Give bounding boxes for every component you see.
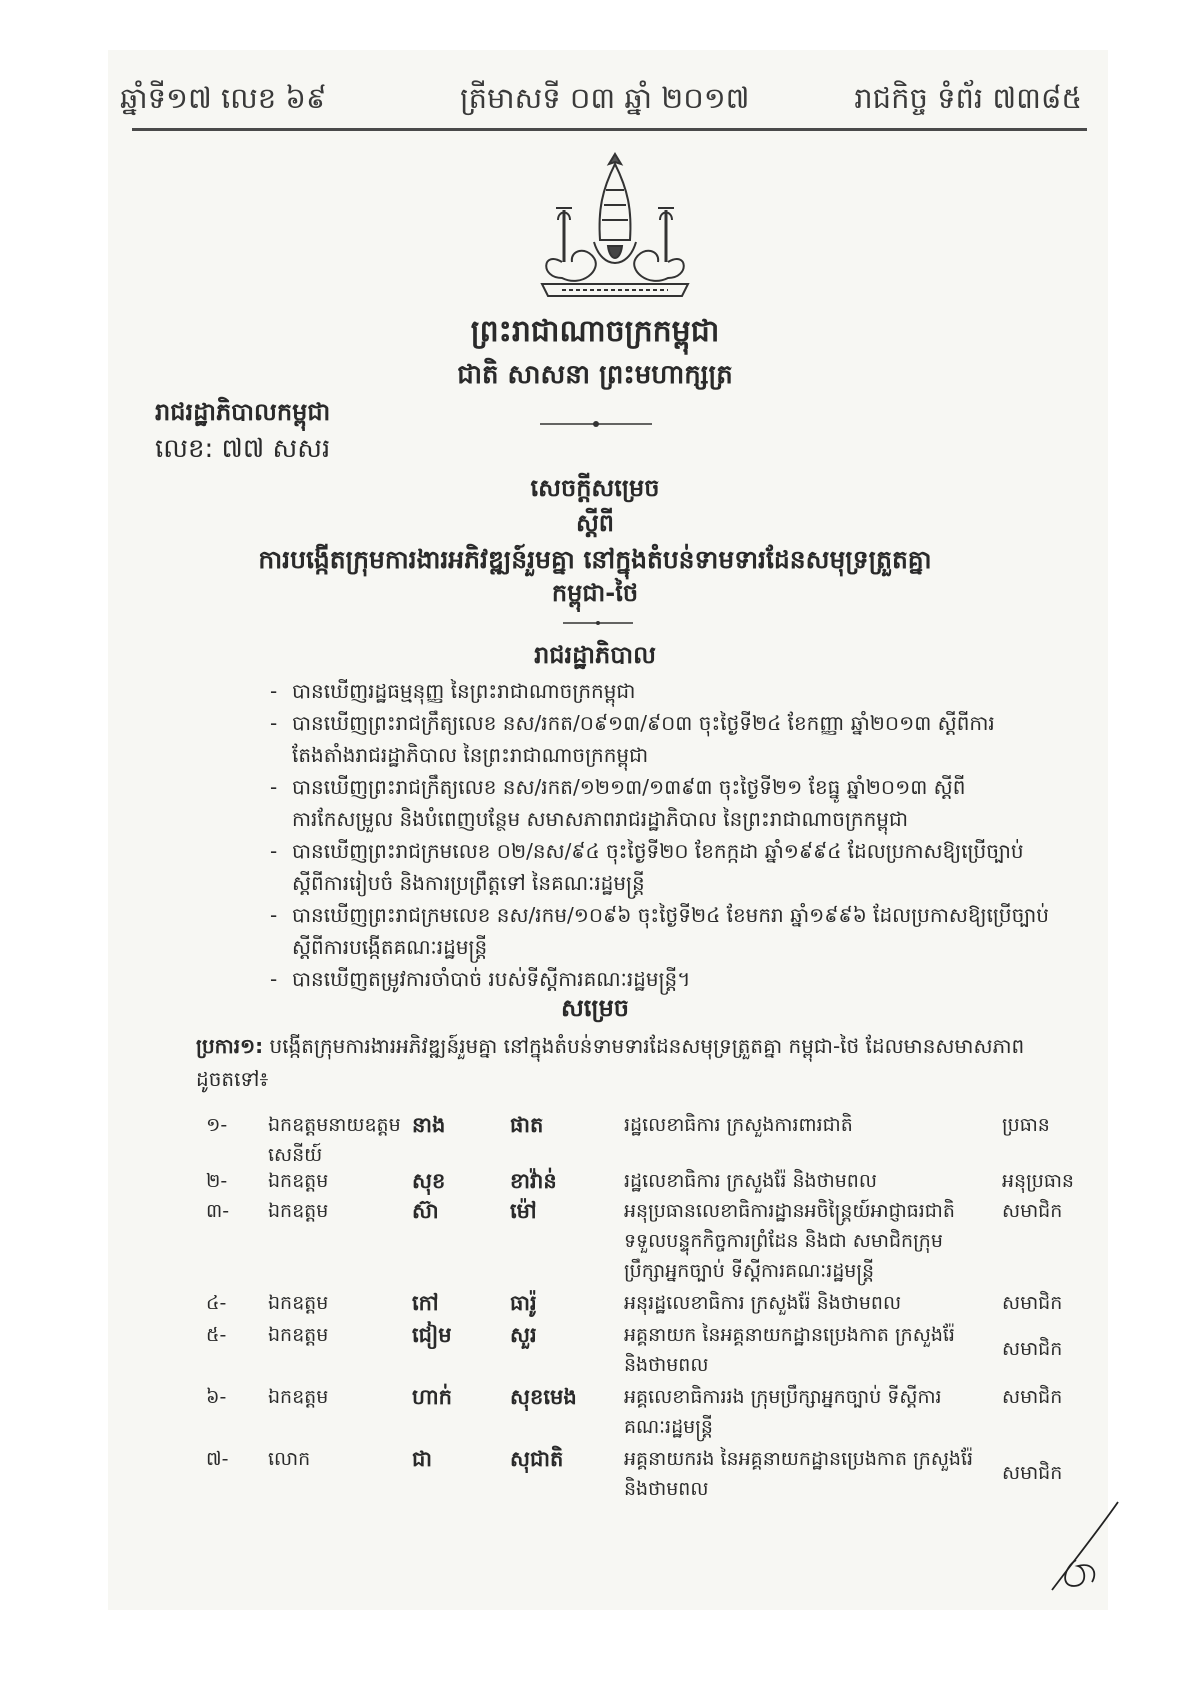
- decision-subject: ការបង្កើតក្រុមការងារអភិវឌ្ឍន៍រួមគ្នា នៅក្នុងតំបន់ទាមទារដែនសមុទ្រត្រួតគ្នា: [258, 545, 932, 574]
- member-family-name: ហាក់: [412, 1385, 452, 1409]
- member-given-name: ខាវ៉ាន់: [510, 1169, 557, 1193]
- member-number: ២-: [206, 1170, 228, 1192]
- government-heading: រាជរដ្ឋាភិបាល: [534, 641, 656, 669]
- list-item: - បានឃើញព្រះរាជក្រមលេខ ០២/នស/៩៤ ចុះថ្ងៃទី២០ ខែកក្កដា ឆ្នាំ១៩៩៤ ដែលប្រកាសឱ្យប្រើច្បាប់ស្តីពីការរៀបចំ និងការប្រព្រឹត្តទៅ នៃគណៈរដ្ឋមន្ត្រី: [270, 835, 1050, 899]
- member-position: អនុប្រធានលេខាធិការដ្ឋានអចិន្ត្រៃយ៍អាជ្ញាធរជាតិទទួលបន្ទុកកិច្ចការព្រំដែន និងជា សមាជិកក្រុមប្រឹក្សាអ្នកច្បាប់ ទីស្តីការគណៈរដ្ឋមន្ត្រី: [624, 1200, 955, 1282]
- decision-subject-countries: កម្ពុជា-ថៃ: [551, 579, 639, 607]
- member-position: រដ្ឋលេខាធិការ ក្រសួងការពារជាតិ: [624, 1114, 853, 1136]
- article-1: [196, 1030, 1056, 1096]
- member-position: អនុរដ្ឋលេខាធិការ ក្រសួងរ៉ែ និងថាមពល: [624, 1292, 902, 1314]
- table-row: [206, 1110, 1086, 1166]
- table-row: [206, 1382, 1086, 1444]
- member-title: ឯកឧត្តម: [268, 1386, 329, 1408]
- list-item: - បានឃើញព្រះរាជក្រឹត្យលេខ នស/រកត/០៩១៣/៩០៣ ចុះថ្ងៃទី២៤ ខែកញ្ញា ឆ្នាំ២០១៣ ស្តីពីការតែងតាំងរាជរដ្ឋាភិបាល នៃព្រះរាជាណាចក្រកម្ពុជា: [270, 707, 1050, 771]
- decision-about: ស្តីពី: [575, 509, 615, 537]
- member-given-name: ផាត: [510, 1113, 544, 1137]
- table-row: [206, 1196, 1086, 1288]
- member-title: ឯកឧត្តម: [268, 1292, 329, 1314]
- member-title: ឯកឧត្តម: [268, 1324, 329, 1346]
- member-title: លោក: [268, 1448, 311, 1470]
- member-role: ប្រធាន: [1002, 1114, 1050, 1136]
- table-row: [206, 1166, 1086, 1196]
- member-position: រដ្ឋលេខាធិការ ក្រសួងរ៉ែ និងថាមពល: [624, 1170, 877, 1192]
- member-given-name: សុជាតិ: [510, 1447, 564, 1471]
- member-number: ៧-: [206, 1448, 229, 1470]
- member-family-name: នាង: [412, 1113, 446, 1137]
- member-role: សមាជិក: [1002, 1292, 1063, 1314]
- decision-title: សេចក្តីសម្រេច: [530, 474, 660, 502]
- kingdom-title: ព្រះរាជាណាចក្រកម្ពុជា: [470, 314, 720, 349]
- ornament-divider-icon: [563, 620, 633, 626]
- member-title: ឯកឧត្តម: [268, 1200, 329, 1222]
- article-text: បង្កើតក្រុមការងារអភិវឌ្ឍន៍រួមគ្នា នៅក្នុងតំបន់ទាមទារដែនសមុទ្រត្រួតគ្នា កម្ពុជា-ថៃ ដែលមានសមាសភាពដូចតទៅ៖: [196, 1034, 1025, 1091]
- table-row: [206, 1320, 1086, 1382]
- list-item: - បានឃើញតម្រូវការចាំបាច់ របស់ទីស្តីការគណៈរដ្ឋមន្ត្រី។: [270, 963, 1050, 995]
- considerations-list: [270, 675, 1050, 995]
- member-number: ៣-: [206, 1200, 230, 1222]
- royal-emblem-icon: [522, 150, 708, 302]
- article-label: ប្រការ១:: [196, 1034, 264, 1058]
- government-name: រាជរដ្ឋាភិបាលកម្ពុជា: [155, 398, 331, 426]
- table-row: [206, 1288, 1086, 1320]
- member-given-name: សួរ: [510, 1323, 537, 1347]
- member-given-name: ធារ៉ូ: [510, 1291, 537, 1315]
- gazette-header: [120, 75, 1082, 123]
- header-page: រាជកិច្ច ទំព័រ ៧៣៨៥: [854, 81, 1082, 115]
- table-row: [206, 1444, 1086, 1506]
- national-motto: ជាតិ សាសនា ព្រះមហាក្សត្រ: [457, 360, 733, 390]
- member-role: សមាជិក: [1002, 1462, 1063, 1484]
- list-item: - បានឃើញព្រះរាជក្រឹត្យលេខ នស/រកត/១២១៣/១៣៩៣ ចុះថ្ងៃទី២១ ខែធ្នូ ឆ្នាំ២០១៣ ស្តីពីការកែសម្រួល និងបំពេញបន្ថែម សមាសភាពរាជរដ្ឋាភិបាល នៃព្រះរាជាណាចក្រកម្ពុជា: [270, 771, 1050, 835]
- list-item: - បានឃើញរដ្ឋធម្មនុញ្ញ នៃព្រះរាជាណាចក្រកម្ពុជា: [270, 675, 1050, 707]
- member-number: ៤-: [206, 1292, 227, 1314]
- reference-number: លេខ: ៧៧ សសរ: [155, 434, 331, 464]
- decide-heading: សម្រេច: [560, 994, 630, 1022]
- member-position: អគ្គលេខាធិការរង ក្រុមប្រឹក្សាអ្នកច្បាប់ ទីស្តីការ គណៈរដ្ឋមន្ត្រី: [624, 1386, 942, 1438]
- member-given-name: សុខមេង: [510, 1385, 577, 1409]
- member-family-name: សុខ: [412, 1169, 446, 1193]
- member-family-name: កៅ: [412, 1291, 439, 1315]
- member-title: ឯកឧត្តម: [268, 1170, 329, 1192]
- member-position: អគ្គនាយករង នៃអគ្គនាយកដ្ឋានប្រេងកាត ក្រសួងរ៉ែ និងថាមពល: [624, 1448, 974, 1500]
- member-position: អគ្គនាយក នៃអគ្គនាយកដ្ឋានប្រេងកាត ក្រសួងរ៉ែ និងថាមពល: [624, 1324, 955, 1376]
- members-table: [206, 1110, 1086, 1506]
- member-family-name: ជា: [412, 1447, 432, 1471]
- ornament-divider-icon: [540, 420, 652, 428]
- initials-signature-icon: [1040, 1498, 1120, 1598]
- member-role: សមាជិក: [1002, 1338, 1063, 1360]
- member-number: ១-: [206, 1114, 228, 1136]
- member-number: ៥-: [206, 1324, 227, 1346]
- header-rule: [132, 128, 1087, 131]
- member-given-name: ម៉ៅ: [510, 1199, 537, 1223]
- list-item: - បានឃើញព្រះរាជក្រមលេខ នស/រកម/១០៩៦ ចុះថ្ងៃទី២៤ ខែមករា ឆ្នាំ១៩៩៦ ដែលប្រកាសឱ្យប្រើច្បាប់ស្តីពីការបង្កើតគណៈរដ្ឋមន្ត្រី: [270, 899, 1050, 963]
- member-title: ឯកឧត្តមនាយឧត្តមសេនីយ៍: [268, 1114, 401, 1166]
- member-number: ៦-: [206, 1386, 227, 1408]
- member-role: សមាជិក: [1002, 1200, 1063, 1222]
- member-role: សមាជិក: [1002, 1386, 1063, 1408]
- header-issue: ឆ្នាំទី១៧ លេខ ៦៩: [120, 81, 327, 115]
- header-quarter: ត្រីមាសទី ០៣ ឆ្នាំ ២០១៧: [460, 81, 750, 115]
- member-family-name: ស៊ា: [412, 1199, 439, 1223]
- member-family-name: ជៀម: [412, 1323, 452, 1347]
- member-role: អនុប្រធាន: [1002, 1170, 1074, 1192]
